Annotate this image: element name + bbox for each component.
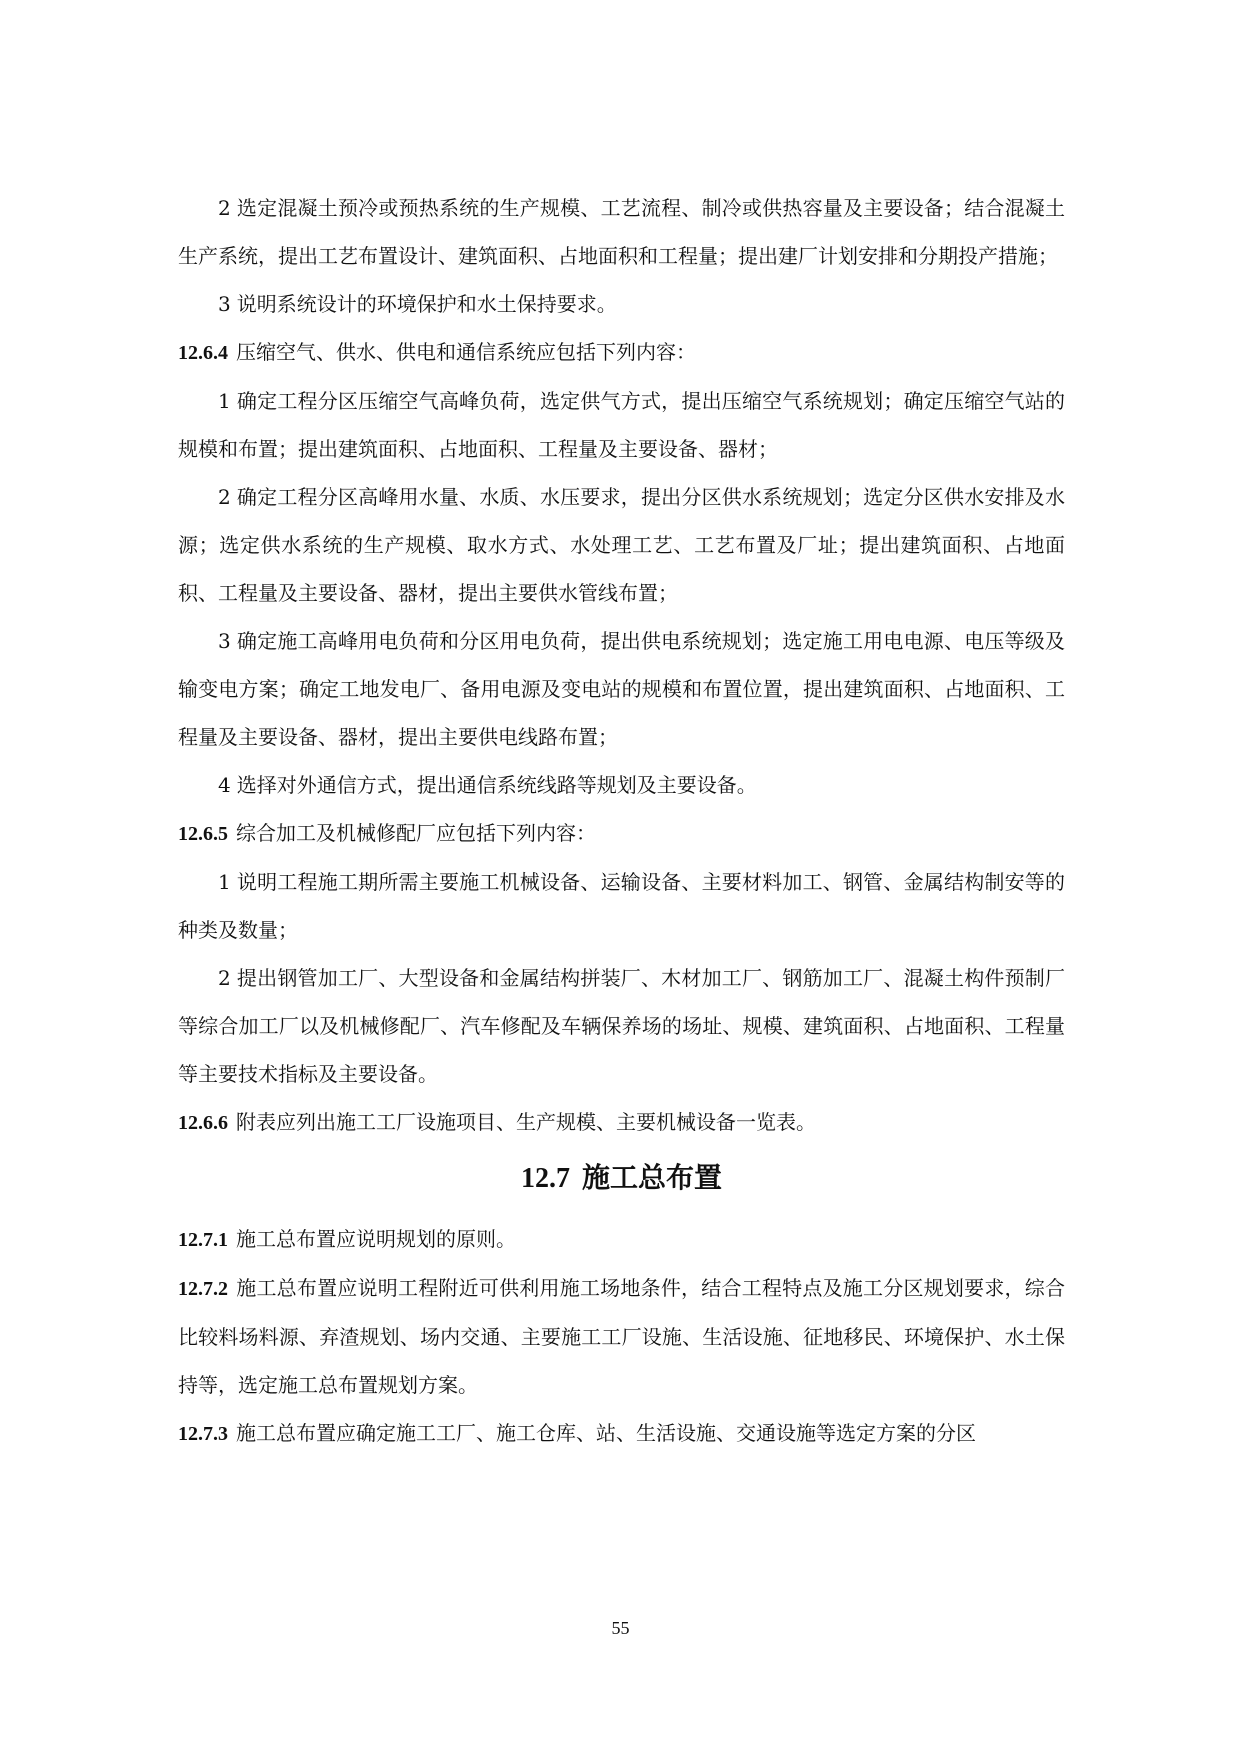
item-text: 选定混凝土预冷或预热系统的生产规模、工艺流程、制冷或供热容量及主要设备；结合混凝土生产系统，提出工艺布置设计、建筑面积、占地面积和工程量；提出建厂计划安排和分期投产措施； [178,196,1065,268]
item-number: 1 [218,870,231,894]
clause-text: 施工总布置应说明规划的原则。 [236,1227,516,1251]
item-text: 确定施工高峰用电负荷和分区用电负荷，提出供电系统规划；选定施工用电电源、电压等级及输变电方案；确定工地发电厂、备用电源及变电站的规模和布置位置，提出建筑面积、占地面积、工程量及主要设备、器材，提出主要供电线路布置； [178,629,1065,749]
page-number: 55 [611,1618,630,1638]
item-text: 说明工程施工期所需主要施工机械设备、运输设备、主要材料加工、钢管、金属结构制安等的种类及数量； [178,870,1065,942]
clause-number: 12.7.3 [178,1423,228,1445]
list-item [178,617,1065,761]
clause-number: 12.7.2 [178,1278,228,1300]
clause [178,1264,1065,1409]
clause-number: 12.6.6 [178,1112,228,1134]
item-text: 选择对外通信方式，提出通信系统线路等规划及主要设备。 [236,773,757,797]
item-text: 确定工程分区高峰用水量、水质、水压要求，提出分区供水系统规划；选定分区供水安排及水源；选定供水系统的生产规模、取水方式、水处理工艺、工艺布置及厂址；提出建筑面积、占地面积、工程量及主要设备、器材，提出主要供水管线布置； [178,485,1065,605]
clause-text: 附表应列出施工工厂设施项目、生产规模、主要机械设备一览表。 [236,1110,816,1134]
clause [178,1409,1065,1458]
list-item [178,184,1065,280]
list-item [178,280,1065,328]
section-heading [178,1155,1065,1203]
section-title-text: 施工总布置 [581,1163,722,1194]
item-text: 提出钢管加工厂、大型设备和金属结构拼装厂、木材加工厂、钢筋加工厂、混凝土构件预制厂等综合加工厂以及机械修配厂、汽车修配及车辆保养场的场址、规模、建筑面积、占地面积、工程量等主要技术指标及主要设备。 [178,966,1065,1086]
item-number: 2 [218,196,231,220]
item-number: 2 [218,485,231,509]
list-item [178,761,1065,809]
clause [178,328,1065,377]
clause-number: 12.6.5 [178,823,228,845]
list-item [178,954,1065,1098]
item-text: 确定工程分区压缩空气高峰负荷，选定供气方式，提出压缩空气系统规划；确定压缩空气站的规模和布置；提出建筑面积、占地面积、工程量及主要设备、器材； [178,389,1065,461]
list-item [178,377,1065,473]
item-number: 1 [218,389,231,413]
clause [178,1215,1065,1264]
clause [178,1098,1065,1147]
item-number: 4 [218,773,231,797]
clause-text: 施工总布置应说明工程附近可供利用施工场地条件，结合工程特点及施工分区规划要求，综合比较料场料源、弃渣规划、场内交通、主要施工工厂设施、生活设施、征地移民、环境保护、水土保持等，选定施工总布置规划方案。 [178,1276,1065,1397]
item-text: 说明系统设计的环境保护和水土保持要求。 [236,292,617,316]
page-content [178,184,1065,1458]
list-item [178,473,1065,617]
item-number: 3 [218,292,231,316]
clause-text: 综合加工及机械修配厂应包括下列内容： [236,821,596,845]
section-number: 12.7 [520,1163,570,1194]
clause-number: 12.6.4 [178,342,228,364]
clause [178,809,1065,858]
clause-text: 压缩空气、供水、供电和通信系统应包括下列内容： [236,340,696,364]
clause-text: 施工总布置应确定施工工厂、施工仓库、站、生活设施、交通设施等选定方案的分区 [236,1421,976,1445]
item-number: 3 [218,629,231,653]
item-number: 2 [218,966,231,990]
clause-number: 12.7.1 [178,1229,228,1251]
list-item [178,858,1065,954]
